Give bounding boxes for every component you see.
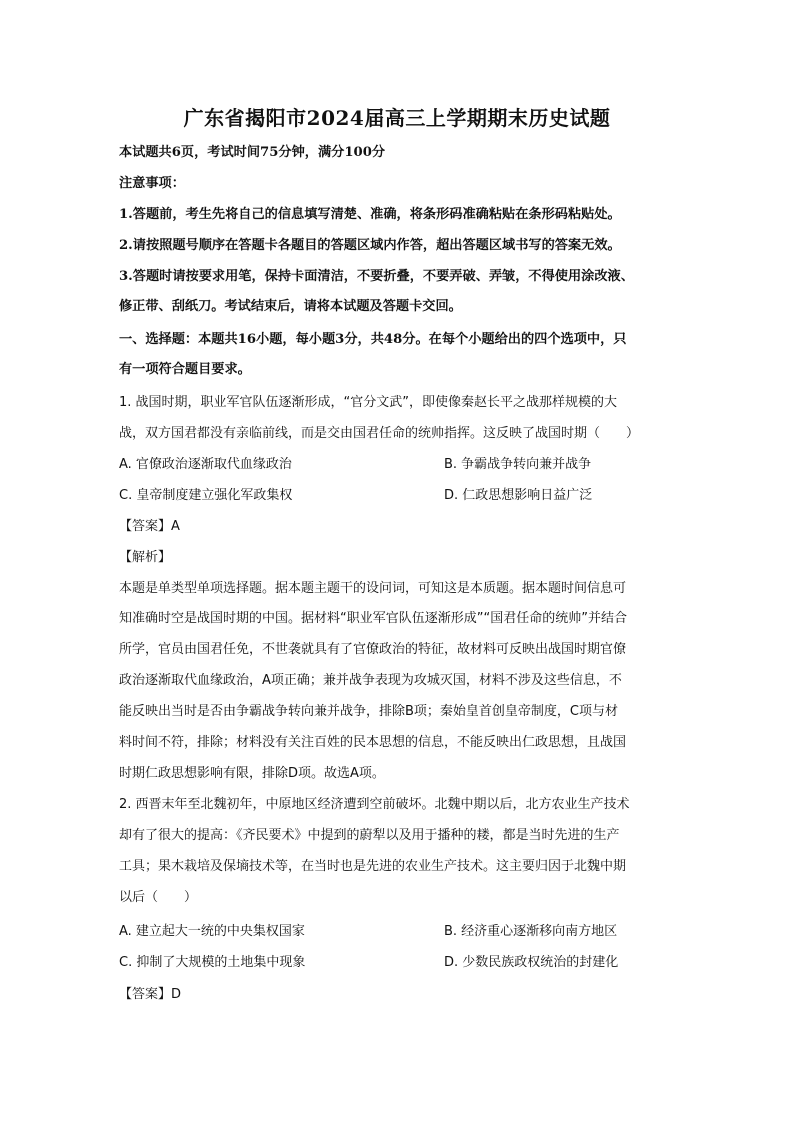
question-stem: 1. 战国时期，职业军官队伍逐渐形成，“官分文武”，即使像秦赵长平之战那样规模的大 xyxy=(119,395,618,410)
question-stem: 以后（ ） xyxy=(119,890,198,905)
notice-item: 2.请按照题号顺序在答题卡各题目的答题区域内作答，超出答题区域书写的答案无效。 xyxy=(119,238,621,253)
notice-heading: 注意事项： xyxy=(119,176,185,191)
page-title: 广东省揭阳市2024届高三上学期期末历史试题 xyxy=(183,106,611,130)
option-c: C. 皇帝制度建立强化军政集权 xyxy=(119,488,293,503)
answer: 【答案】A xyxy=(119,519,180,534)
question-stem: 工具；果木栽培及保墒技术等，在当时也是先进的农业生产技术。这主要归因于北魏中期 xyxy=(119,859,627,874)
notice-item: 1.答题前，考生先将自己的信息填写清楚、准确，将条形码准确粘贴在条形码粘贴处。 xyxy=(119,207,621,222)
section-heading: 有一项符合题目要求。 xyxy=(119,362,251,377)
question-stem: 2. 西晋末年至北魏初年，中原地区经济遭到空前破坏。北魏中期以后，北方农业生产技术 xyxy=(119,797,630,812)
analysis-line: 知准确时空是战国时期的中国。据材料“职业军官队伍逐渐形成”“国君任命的统帅”并结合 xyxy=(119,611,627,626)
question-stem: 战，双方国君都没有亲临前线，而是交由国君任命的统帅指挥。这反映了战国时期（ ） xyxy=(119,426,640,441)
analysis-line: 料时间不符，排除；材料没有关注百姓的民本思想的信息，不能反映出仁政思想，且战国 xyxy=(119,735,627,750)
question-stem: 却有了很大的提高：《齐民要术》中提到的蔚犁以及用于播种的耧，都是当时先进的生产 xyxy=(119,828,620,843)
option-c: C. 抑制了大规模的土地集中现象 xyxy=(119,955,306,970)
exam-info: 本试题共6页，考试时间75分钟，满分100分 xyxy=(119,145,386,160)
analysis-line: 本题是单类型单项选择题。据本题主题干的设问词，可知这是本质题。据本题时间信息可 xyxy=(119,581,627,596)
analysis-line: 能反映出当时是否由争霸战争转向兼并战争，排除B项；秦始皇首创皇帝制度，C项与材 xyxy=(119,704,618,719)
option-a: A. 建立起大一统的中央集权国家 xyxy=(119,924,305,939)
option-b: B. 经济重心逐渐移向南方地区 xyxy=(444,924,618,939)
notice-item: 3.答题时请按要求用笔，保持卡面清洁，不要折叠，不要弄破、弄皱，不得使用涂改液、 xyxy=(119,269,634,284)
analysis-line: 所学，官员由国君任免，不世袭就具有了官僚政治的特征，故材料可反映出战国时期官僚 xyxy=(119,642,627,657)
option-d: D. 少数民族政权统治的封建化 xyxy=(444,955,619,970)
option-b: B. 争霸战争转向兼并战争 xyxy=(444,457,592,472)
option-d: D. 仁政思想影响日益广泛 xyxy=(444,488,593,503)
analysis-line: 时期仁政思想影响有限，排除D项。故选A项。 xyxy=(119,766,385,781)
answer: 【答案】D xyxy=(119,987,182,1002)
analysis-heading: 【解析】 xyxy=(119,550,172,565)
section-heading: 一、选择题：本题共16小题，每小题3分，共48分。在每个小题给出的四个选项中，只 xyxy=(119,332,627,347)
option-a: A. 官僚政治逐渐取代血缘政治 xyxy=(119,457,292,472)
notice-item: 修正带、刮纸刀。考试结束后，请将本试题及答题卡交回。 xyxy=(119,299,462,314)
analysis-line: 政治逐渐取代血缘政治，A项正确；兼并战争表现为攻城灭国，材料不涉及这些信息，不 xyxy=(119,673,622,688)
